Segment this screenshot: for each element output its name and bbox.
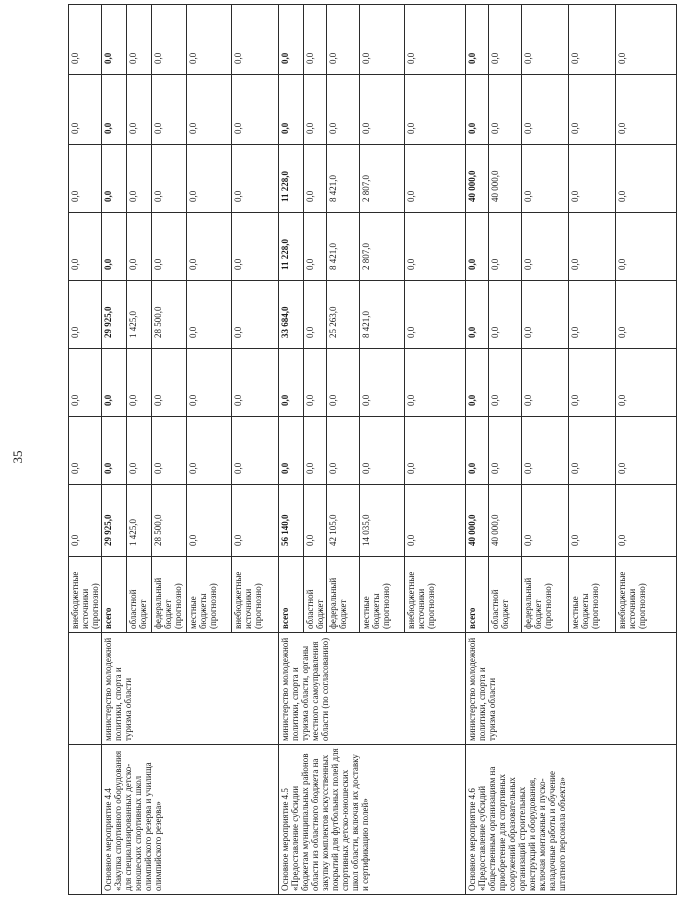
table-cell: 0,0	[522, 5, 569, 75]
table-cell: 0,0	[187, 5, 232, 75]
table-cell: 0,0	[187, 75, 232, 145]
table-cell: 11 228,0	[279, 145, 304, 213]
table-cell: 0,0	[127, 349, 152, 417]
table-cell: 8 421,0	[327, 145, 360, 213]
table-cell: 0,0	[304, 281, 327, 349]
table-cell: 0,0	[232, 145, 279, 213]
table-cell: 0,0	[466, 75, 489, 145]
funding-source: областной бюджет	[489, 557, 522, 633]
table-cell: 0,0	[616, 75, 677, 145]
table-cell: 0,0	[102, 213, 127, 281]
table-cell: 2 807,0	[360, 145, 405, 213]
table-cell: 0,0	[522, 145, 569, 213]
table-cell: 0,0	[569, 5, 616, 75]
page-number: 35	[10, 450, 25, 464]
table-cell: 0,0	[187, 213, 232, 281]
table-cell: 0,0	[616, 281, 677, 349]
table-cell: 29 925,0	[102, 281, 127, 349]
table-cell: 0,0	[616, 145, 677, 213]
table-cell: 0,0	[127, 5, 152, 75]
table-cell: 0,0	[522, 349, 569, 417]
table-cell: 1 425,0	[127, 485, 152, 557]
table-cell: 0,0	[304, 417, 327, 485]
table-cell: 0,0	[304, 213, 327, 281]
table-cell: 0,0	[152, 5, 187, 75]
funding-source: местные бюджеты (прогнозно)	[569, 557, 616, 633]
table-cell: 0,0	[232, 281, 279, 349]
table-cell: 1 425,0	[127, 281, 152, 349]
table-cell: 0,0	[232, 213, 279, 281]
table-cell: 0,0	[489, 349, 522, 417]
table-cell: 0,0	[152, 349, 187, 417]
table-cell: 25 263,0	[327, 281, 360, 349]
funding-source: федеральный бюджет (прогнозно)	[522, 557, 569, 633]
funding-source: внебюджетные источники (прогнозно)	[616, 557, 677, 633]
table-cell: 0,0	[102, 145, 127, 213]
table-cell: 0,0	[569, 349, 616, 417]
table-cell: 0,0	[152, 145, 187, 213]
table-cell: 0,0	[522, 213, 569, 281]
table-cell: 0,0	[127, 213, 152, 281]
activity-executor: министерство молодежной политики, спорта и туризма области	[466, 633, 677, 745]
activity-executor: министерство молодежной политики, спорта и туризма области	[102, 633, 279, 745]
table-cell: 0,0	[232, 349, 279, 417]
table-cell: 40 000,0	[489, 145, 522, 213]
table-cell: 0,0	[569, 417, 616, 485]
table-cell: 0,0	[522, 75, 569, 145]
table-cell: 0,0	[69, 145, 102, 213]
table-cell: 0,0	[522, 485, 569, 557]
table-cell: 0,0	[152, 213, 187, 281]
table-row	[102, 5, 127, 895]
table-cell: 0,0	[304, 485, 327, 557]
table-cell: 0,0	[279, 349, 304, 417]
table-cell: 0,0	[187, 349, 232, 417]
table-cell: 0,0	[405, 417, 466, 485]
table-cell: 0,0	[102, 75, 127, 145]
table-cell: 14 035,0	[360, 485, 405, 557]
table-cell: 0,0	[127, 145, 152, 213]
table-cell: 0,0	[279, 417, 304, 485]
table-cell: 0,0	[466, 417, 489, 485]
table-cell: 0,0	[187, 485, 232, 557]
table-cell: 0,0	[616, 213, 677, 281]
table-cell: 40 000,0	[466, 145, 489, 213]
table-cell: 0,0	[466, 349, 489, 417]
table-cell: 0,0	[304, 5, 327, 75]
table-cell: 0,0	[522, 281, 569, 349]
table-cell: 0,0	[232, 5, 279, 75]
table-cell: 0,0	[360, 349, 405, 417]
table-cell: 0,0	[616, 417, 677, 485]
activity-executor: министерство молодежной политики, спорта и туризма области, органы местного самоуправления области (по согласованию)	[279, 633, 466, 745]
table-cell: 0,0	[405, 145, 466, 213]
table-cell: 0,0	[102, 5, 127, 75]
table-cell: 0,0	[360, 5, 405, 75]
table-cell: 0,0	[466, 5, 489, 75]
table-cell: 0,0	[360, 417, 405, 485]
table-cell: 0,0	[489, 417, 522, 485]
funding-source: всего	[279, 557, 304, 633]
table-cell: 0,0	[489, 281, 522, 349]
rotated-page	[10, 5, 647, 895]
table-cell: 0,0	[187, 417, 232, 485]
table-cell: 0,0	[405, 349, 466, 417]
activity-name: Основное мероприятие 4.6 «Предоставление субсидий общественным организациям на приобретение для спортивных сооружений образовательных организаций строительных конструкций и оборудования, включая монтажные и пуско-наладочные работы и обучение штатного персонала объекта»	[466, 745, 677, 895]
table-cell: 0,0	[279, 5, 304, 75]
table-cell: 0,0	[327, 5, 360, 75]
table-cell: 56 140,0	[279, 485, 304, 557]
table-cell: 0,0	[232, 75, 279, 145]
table-cell: 11 228,0	[279, 213, 304, 281]
table-cell: 0,0	[69, 485, 102, 557]
table-cell: 0,0	[616, 349, 677, 417]
funding-source: местные бюджеты (прогнозно)	[187, 557, 232, 633]
table-cell: 0,0	[405, 75, 466, 145]
table-cell: 42 105,0	[327, 485, 360, 557]
table-cell: 8 421,0	[360, 281, 405, 349]
funding-source: областной бюджет	[127, 557, 152, 633]
budget-table	[68, 4, 677, 895]
table-cell: 0,0	[405, 5, 466, 75]
table-cell: 40 000,0	[466, 485, 489, 557]
activity-name: Основное мероприятие 4.5 «Предоставление субсидии бюджетам муниципальных районов области из областного бюджета на закупку комплектов искусственных покрытий для футбольных полей для спортивных детско-юношеских школ области, включая их доставку и сертификацию полей»	[279, 745, 466, 895]
table-cell: 0,0	[405, 281, 466, 349]
table-cell: 29 925,0	[102, 485, 127, 557]
table-cell: 0,0	[69, 213, 102, 281]
table-cell: 0,0	[405, 485, 466, 557]
table-cell: 2 807,0	[360, 213, 405, 281]
table-cell: 0,0	[569, 213, 616, 281]
table-cell: 0,0	[69, 281, 102, 349]
table-cell: 0,0	[187, 281, 232, 349]
funding-source: федеральный бюджет (прогнозно)	[152, 557, 187, 633]
table-cell: 0,0	[466, 281, 489, 349]
table-cell: 0,0	[102, 349, 127, 417]
table-cell: 0,0	[569, 75, 616, 145]
table-cell: 0,0	[569, 145, 616, 213]
table-cell: 0,0	[187, 145, 232, 213]
activities	[102, 5, 677, 895]
table-cell: 0,0	[127, 417, 152, 485]
table-cell: 0,0	[69, 75, 102, 145]
table-cell: 0,0	[569, 281, 616, 349]
table-cell: 0,0	[152, 75, 187, 145]
table-cell: 0,0	[232, 417, 279, 485]
table-cell: 0,0	[360, 75, 405, 145]
table-cell: 0,0	[327, 417, 360, 485]
table-cell: 28 500,0	[152, 485, 187, 557]
table-cell: 0,0	[232, 485, 279, 557]
table-cell: 0,0	[69, 349, 102, 417]
funding-source: всего	[466, 557, 489, 633]
table-cell: 40 000,0	[489, 485, 522, 557]
funding-source: внебюджетные источники (прогнозно)	[69, 557, 102, 633]
table-cell: 0,0	[569, 485, 616, 557]
funding-source: областной бюджет	[304, 557, 327, 633]
table-cell: 0,0	[327, 349, 360, 417]
table-cell: 28 500,0	[152, 281, 187, 349]
table-cell: 0,0	[466, 213, 489, 281]
table-cell: 0,0	[327, 75, 360, 145]
table-cell: 0,0	[489, 5, 522, 75]
table-cell: 0,0	[304, 75, 327, 145]
table-cell: 0,0	[616, 485, 677, 557]
table-cell: 0,0	[69, 417, 102, 485]
table-cell: 0,0	[152, 417, 187, 485]
table-cell: 0,0	[405, 213, 466, 281]
funding-source: всего	[102, 557, 127, 633]
table-cell: 0,0	[69, 5, 102, 75]
table-cell: 0,0	[489, 75, 522, 145]
table-row	[466, 5, 489, 895]
funding-source: внебюджетные источники (прогнозно)	[405, 557, 466, 633]
funding-source: внебюджетные источники (прогнозно)	[232, 557, 279, 633]
funding-source: местные бюджеты (прогнозно)	[360, 557, 405, 633]
table-cell: 0,0	[616, 5, 677, 75]
activity-name: Основное мероприятие 4.4 «Закупка спортивного оборудования для специализированных детско-юношеских спортивных школ олимпийского резерва и училища олимпийского резерва»	[102, 745, 279, 895]
funding-source: федеральный бюджет	[327, 557, 360, 633]
table-cell: 8 421,0	[327, 213, 360, 281]
table-cell: 0,0	[304, 349, 327, 417]
table-cell: 0,0	[304, 145, 327, 213]
table-row	[69, 5, 102, 895]
table-cell: 0,0	[279, 75, 304, 145]
table-cell: 33 684,0	[279, 281, 304, 349]
table-cell: 0,0	[522, 417, 569, 485]
table-cell: 0,0	[102, 417, 127, 485]
table-cell: 0,0	[127, 75, 152, 145]
table-cell: 0,0	[489, 213, 522, 281]
table-row	[279, 5, 304, 895]
